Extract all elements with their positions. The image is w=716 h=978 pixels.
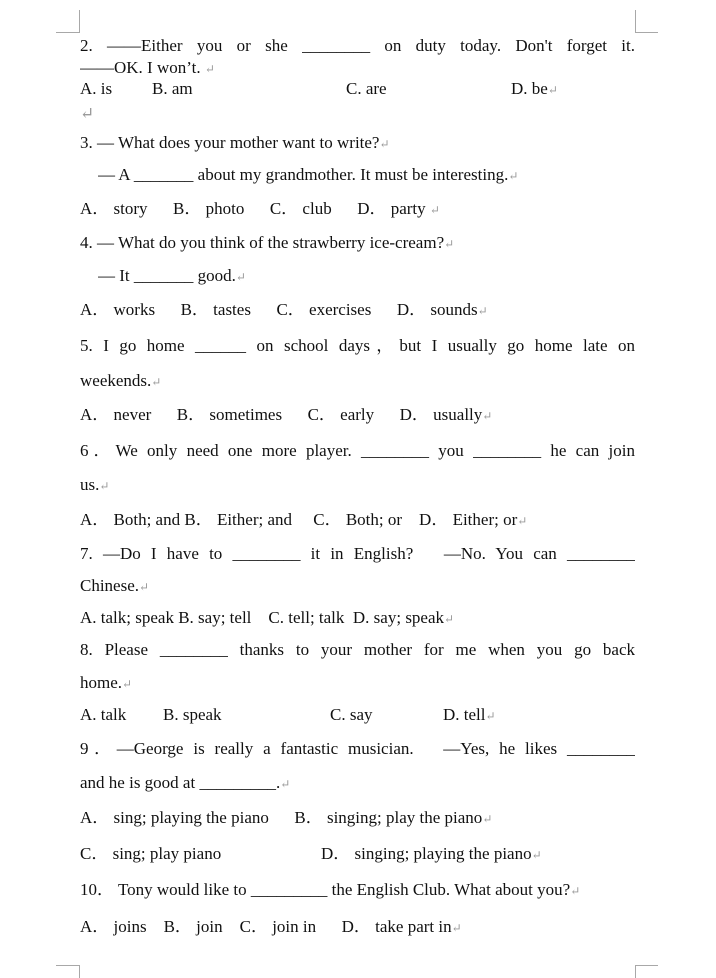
q9-option-d: D． singing; playing the piano↵ <box>321 844 542 863</box>
q8-option-a: A. talk <box>80 705 127 724</box>
paragraph-mark-icon: ↵ <box>429 203 440 217</box>
crop-mark-bottom-left <box>56 965 80 978</box>
paragraph-mark-icon: ↵ <box>547 83 558 97</box>
paragraph-mark-icon: ↵ <box>482 409 493 423</box>
q4-options: A． works B． tastes C． exercises D． sounds↵ <box>80 300 488 319</box>
paragraph-mark-icon: ↵ <box>204 62 215 76</box>
paragraph-mark-icon: ↵ <box>139 580 150 594</box>
q2-option-c: C. are <box>346 79 387 98</box>
paragraph-mark-icon: ↵ <box>485 709 496 723</box>
paragraph-mark-icon: ↵ <box>531 848 542 862</box>
q3-reply: — A _______ about my grandmother. It must be interesting.↵ <box>98 165 519 184</box>
q3-stem: 3. — What does your mother want to write?↵ <box>80 133 390 152</box>
q4-stem: 4. — What do you think of the strawberry ice-cream?↵ <box>80 233 455 252</box>
q2-stem: 2. ——Either you or she ________ on duty today. Don't forget it. <box>80 36 635 55</box>
crop-mark-top-right <box>635 10 658 33</box>
q8-stem: 8. Please ________ thanks to your mother for me when you go back <box>80 640 635 659</box>
q2-option-d: D. be↵ <box>511 79 558 98</box>
paragraph-mark-icon: ↵ <box>379 137 390 151</box>
q8-option-c: C. say <box>330 705 373 724</box>
paragraph-mark-icon: ↵ <box>444 237 455 251</box>
q2-option-a: A. is <box>80 79 113 98</box>
crop-mark-top-left <box>56 10 80 33</box>
q9-options-ab: A． sing; playing the piano B． singing; play the piano↵ <box>80 808 493 827</box>
q7-stem: 7. —Do I have to ________ it in English? —No. You can ________ <box>80 544 635 563</box>
q9-stem-cont: and he is good at _________.↵ <box>80 773 291 792</box>
q6-stem: 6．We only need one more player. ________ you ________ he can join <box>80 441 635 460</box>
paragraph-mark-icon: ↵ <box>508 169 519 183</box>
crop-mark-bottom-right <box>635 965 658 978</box>
paragraph-mark-icon: ↵ <box>451 921 462 935</box>
paragraph-mark-icon: ↵ <box>151 375 162 389</box>
paragraph-mark-icon: ↵ <box>235 270 246 284</box>
empty-paragraph-mark-icon: ↵ <box>80 104 95 123</box>
q6-stem-cont: us.↵ <box>80 475 110 494</box>
q4-reply: — It _______ good.↵ <box>98 266 246 285</box>
paragraph-mark-icon: ↵ <box>280 777 291 791</box>
q2-reply: ——OK. I won’t. ↵ <box>80 58 215 77</box>
q7-stem-cont: Chinese.↵ <box>80 576 150 595</box>
paragraph-mark-icon: ↵ <box>482 812 493 826</box>
q5-options: A． never B． sometimes C． early D． usually↵ <box>80 405 493 424</box>
q5-stem: 5. I go home ______ on school days，but I usually go home late on <box>80 336 635 355</box>
q6-options: A． Both; and B． Either; and C． Both; or D． Either; or↵ <box>80 510 528 529</box>
q2-option-b: B. am <box>152 79 193 98</box>
q9-option-c: C． sing; play piano <box>80 844 222 863</box>
q8-option-d: D. tell↵ <box>443 705 496 724</box>
q8-stem-cont: home.↵ <box>80 673 133 692</box>
q7-options: A. talk; speak B. say; tell C. tell; talk D. say; speak↵ <box>80 608 455 627</box>
paragraph-mark-icon: ↵ <box>99 479 110 493</box>
q10-options: A． joins B． join C． join in D． take part in↵ <box>80 917 462 936</box>
q8-option-b: B. speak <box>163 705 222 724</box>
q3-options: A． story B． photo C． club D． party ↵ <box>80 199 440 218</box>
paragraph-mark-icon: ↵ <box>444 612 455 626</box>
paragraph-mark-icon: ↵ <box>570 884 581 898</box>
q10-stem: 10． Tony would like to _________ the English Club. What about you?↵ <box>80 880 581 899</box>
q9-stem: 9．—George is really a fantastic musician. —Yes, he likes ________ <box>80 739 635 758</box>
paragraph-mark-icon: ↵ <box>477 304 488 318</box>
paragraph-mark-icon: ↵ <box>517 514 528 528</box>
q5-stem-cont: weekends.↵ <box>80 371 162 390</box>
paragraph-mark-icon: ↵ <box>122 677 133 691</box>
